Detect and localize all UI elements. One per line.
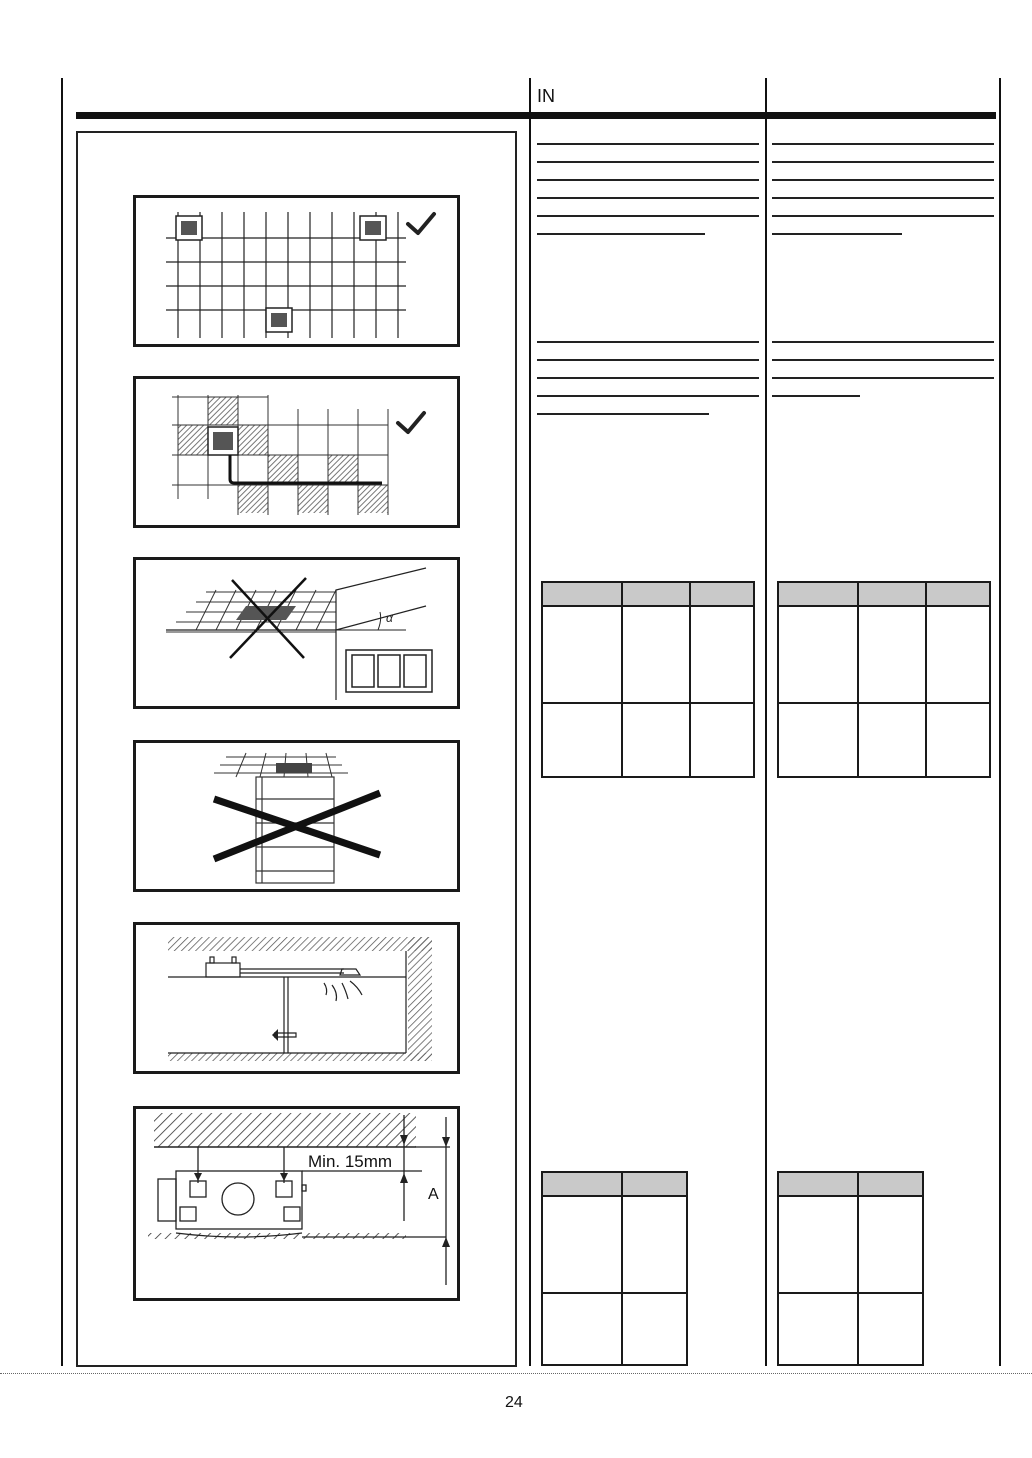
min-clearance-label: Min. 15mm xyxy=(308,1152,393,1171)
figure-inclined-ceiling-incorrect xyxy=(133,557,460,709)
column-label-in: IN xyxy=(537,86,555,106)
figure-mounting-clearance xyxy=(133,1106,460,1301)
cross-mark-icon xyxy=(214,793,380,859)
page-bottom-dotted-line xyxy=(0,1373,1032,1374)
spec-table-3 xyxy=(541,1171,688,1366)
svg-text:α: α xyxy=(386,611,393,625)
check-mark-icon xyxy=(398,413,424,432)
spec-table-2 xyxy=(777,581,991,778)
figure-room-section-airflow xyxy=(133,922,460,1074)
page-number: 24 xyxy=(505,1394,523,1411)
column-divider-1 xyxy=(529,78,531,1366)
figure-piping-route-correct xyxy=(133,376,460,528)
spec-table-4 xyxy=(777,1171,924,1366)
column-divider-2 xyxy=(765,78,767,1366)
right-margin-line xyxy=(999,78,1001,1366)
dimension-a-label: A xyxy=(428,1186,439,1203)
cassette-unit-icon xyxy=(176,216,202,240)
figure-ceiling-grid-correct xyxy=(133,195,460,347)
figure-obstruction-incorrect xyxy=(133,740,460,892)
header-bar xyxy=(76,112,996,119)
check-mark-icon xyxy=(408,214,434,233)
spec-table-1 xyxy=(541,581,755,778)
left-margin-line xyxy=(61,78,63,1366)
